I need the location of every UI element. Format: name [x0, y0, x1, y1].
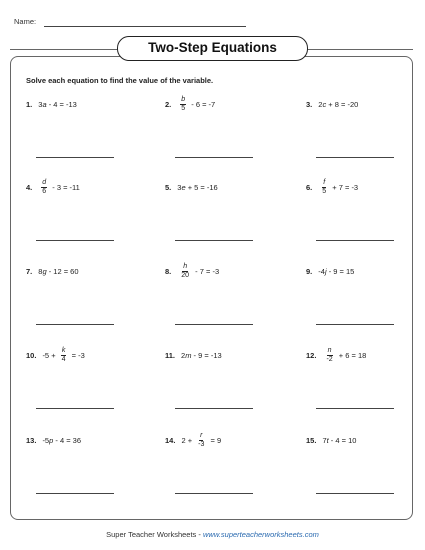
equation-text: 8 — [38, 266, 43, 276]
variable: p — [49, 435, 54, 445]
fraction — [325, 347, 333, 364]
denominator: -2 — [326, 355, 333, 363]
equation — [177, 96, 215, 113]
problem-15 — [306, 427, 425, 453]
variable: e — [181, 182, 186, 192]
fraction — [321, 179, 327, 196]
answer-line[interactable] — [175, 408, 253, 409]
equation — [181, 351, 222, 360]
variable: j — [324, 266, 327, 276]
equation-text: 3 — [177, 182, 182, 192]
equation-text: - 4 = 36 — [53, 435, 82, 445]
answer-line[interactable] — [36, 493, 114, 494]
denominator: 5 — [322, 187, 327, 195]
equation — [181, 432, 221, 449]
variable: m — [185, 350, 192, 360]
problem-number: 9. — [306, 266, 313, 276]
answer-line[interactable] — [316, 408, 394, 409]
problem-number: 14. — [165, 435, 176, 445]
problem-12 — [306, 342, 425, 368]
footer-url[interactable]: www.superteacherworksheets.com — [202, 530, 319, 539]
answer-line[interactable] — [316, 324, 394, 325]
problem-8 — [165, 258, 285, 284]
equation — [38, 179, 80, 196]
problem-9 — [306, 258, 425, 284]
equation-text: = -3 — [69, 350, 85, 360]
problem-11 — [165, 342, 285, 368]
equation-text: - 3 = -11 — [50, 182, 80, 192]
answer-line[interactable] — [316, 493, 394, 494]
equation — [38, 267, 78, 276]
problem-number: 5. — [165, 182, 172, 192]
problem-number: 12. — [306, 350, 317, 360]
variable: c — [322, 99, 327, 109]
equation-text: = 9 — [208, 435, 222, 445]
denominator: 20 — [181, 271, 190, 279]
problem-4 — [26, 174, 146, 200]
problem-number: 2. — [165, 99, 172, 109]
answer-line[interactable] — [36, 240, 114, 241]
equation-text: 2 — [181, 350, 186, 360]
equation-text: + 6 = 18 — [336, 350, 367, 360]
equation — [318, 267, 354, 276]
equation-text: + 8 = -20 — [326, 99, 359, 109]
problem-1 — [26, 91, 146, 117]
problem-number: 3. — [306, 99, 313, 109]
denominator: 6 — [42, 187, 47, 195]
problem-13 — [26, 427, 146, 453]
problem-number: 6. — [306, 182, 313, 192]
equation — [318, 100, 358, 109]
name-label: Name: — [14, 17, 37, 26]
equation — [38, 100, 77, 109]
problem-6 — [306, 174, 425, 200]
footer — [0, 530, 425, 539]
equation — [322, 347, 366, 364]
equation-text: -5 + — [42, 350, 58, 360]
variable: g — [42, 266, 47, 276]
variable: t — [326, 435, 329, 445]
problem-number: 1. — [26, 99, 33, 109]
equation-text: 3 — [38, 99, 43, 109]
problem-5 — [165, 174, 285, 200]
fraction — [41, 179, 47, 196]
problem-number: 8. — [165, 266, 172, 276]
equation-text: -4 — [318, 266, 325, 276]
problem-number: 7. — [26, 266, 33, 276]
numerator: f — [323, 178, 326, 186]
problem-3 — [306, 91, 425, 117]
answer-line[interactable] — [36, 408, 114, 409]
equation — [322, 436, 356, 445]
fraction — [61, 347, 67, 364]
equation — [318, 179, 358, 196]
problem-2 — [165, 91, 285, 117]
problem-number: 13. — [26, 435, 37, 445]
equation-text: - 9 = -13 — [191, 350, 222, 360]
name-field[interactable] — [44, 26, 246, 27]
equation-text: - 12 = 60 — [46, 266, 79, 276]
answer-line[interactable] — [316, 157, 394, 158]
problem-14 — [165, 427, 285, 453]
answer-line[interactable] — [175, 493, 253, 494]
problem-7 — [26, 258, 146, 284]
numerator: b — [181, 95, 186, 103]
answer-line[interactable] — [175, 324, 253, 325]
equation-text: - 4 = -13 — [46, 99, 77, 109]
problem-number: 10. — [26, 350, 37, 360]
numerator: d — [42, 178, 47, 186]
fraction — [180, 96, 186, 113]
denominator: 5 — [181, 104, 186, 112]
equation-text: + 5 = -16 — [185, 182, 218, 192]
equation-text: 2 — [318, 99, 323, 109]
answer-line[interactable] — [316, 240, 394, 241]
equation — [42, 347, 84, 364]
problem-10 — [26, 342, 146, 368]
variable: a — [42, 99, 47, 109]
numerator: n — [327, 346, 332, 354]
equation-text: - 6 = -7 — [189, 99, 216, 109]
footer-brand: Super Teacher Worksheets — [106, 530, 197, 539]
answer-line[interactable] — [36, 157, 114, 158]
numerator: h — [183, 262, 188, 270]
fraction — [180, 263, 190, 280]
answer-line[interactable] — [175, 240, 253, 241]
instructions: Solve each equation to find the value of the variable. — [26, 76, 214, 85]
equation-text: -5 — [42, 435, 50, 445]
denominator: -3 — [198, 440, 205, 448]
worksheet-title: Two-Step Equations — [117, 36, 308, 61]
fraction — [197, 432, 205, 449]
answer-line[interactable] — [36, 324, 114, 325]
equation — [42, 436, 81, 445]
equation-text: - 7 = -3 — [193, 266, 220, 276]
answer-line[interactable] — [175, 157, 253, 158]
numerator: r — [200, 431, 203, 439]
equation-text: 7 — [322, 435, 327, 445]
numerator: k — [61, 346, 66, 354]
problem-number: 15. — [306, 435, 317, 445]
equation — [177, 183, 217, 192]
equation — [177, 263, 219, 280]
equation-text: - 9 = 15 — [326, 266, 355, 276]
equation-text: + 7 = -3 — [330, 182, 359, 192]
footer-separator: - — [196, 530, 203, 539]
equation-text: 2 + — [181, 435, 195, 445]
equation-text: - 4 = 10 — [328, 435, 357, 445]
problem-number: 11. — [165, 350, 176, 360]
problem-number: 4. — [26, 182, 33, 192]
denominator: 4 — [61, 355, 66, 363]
